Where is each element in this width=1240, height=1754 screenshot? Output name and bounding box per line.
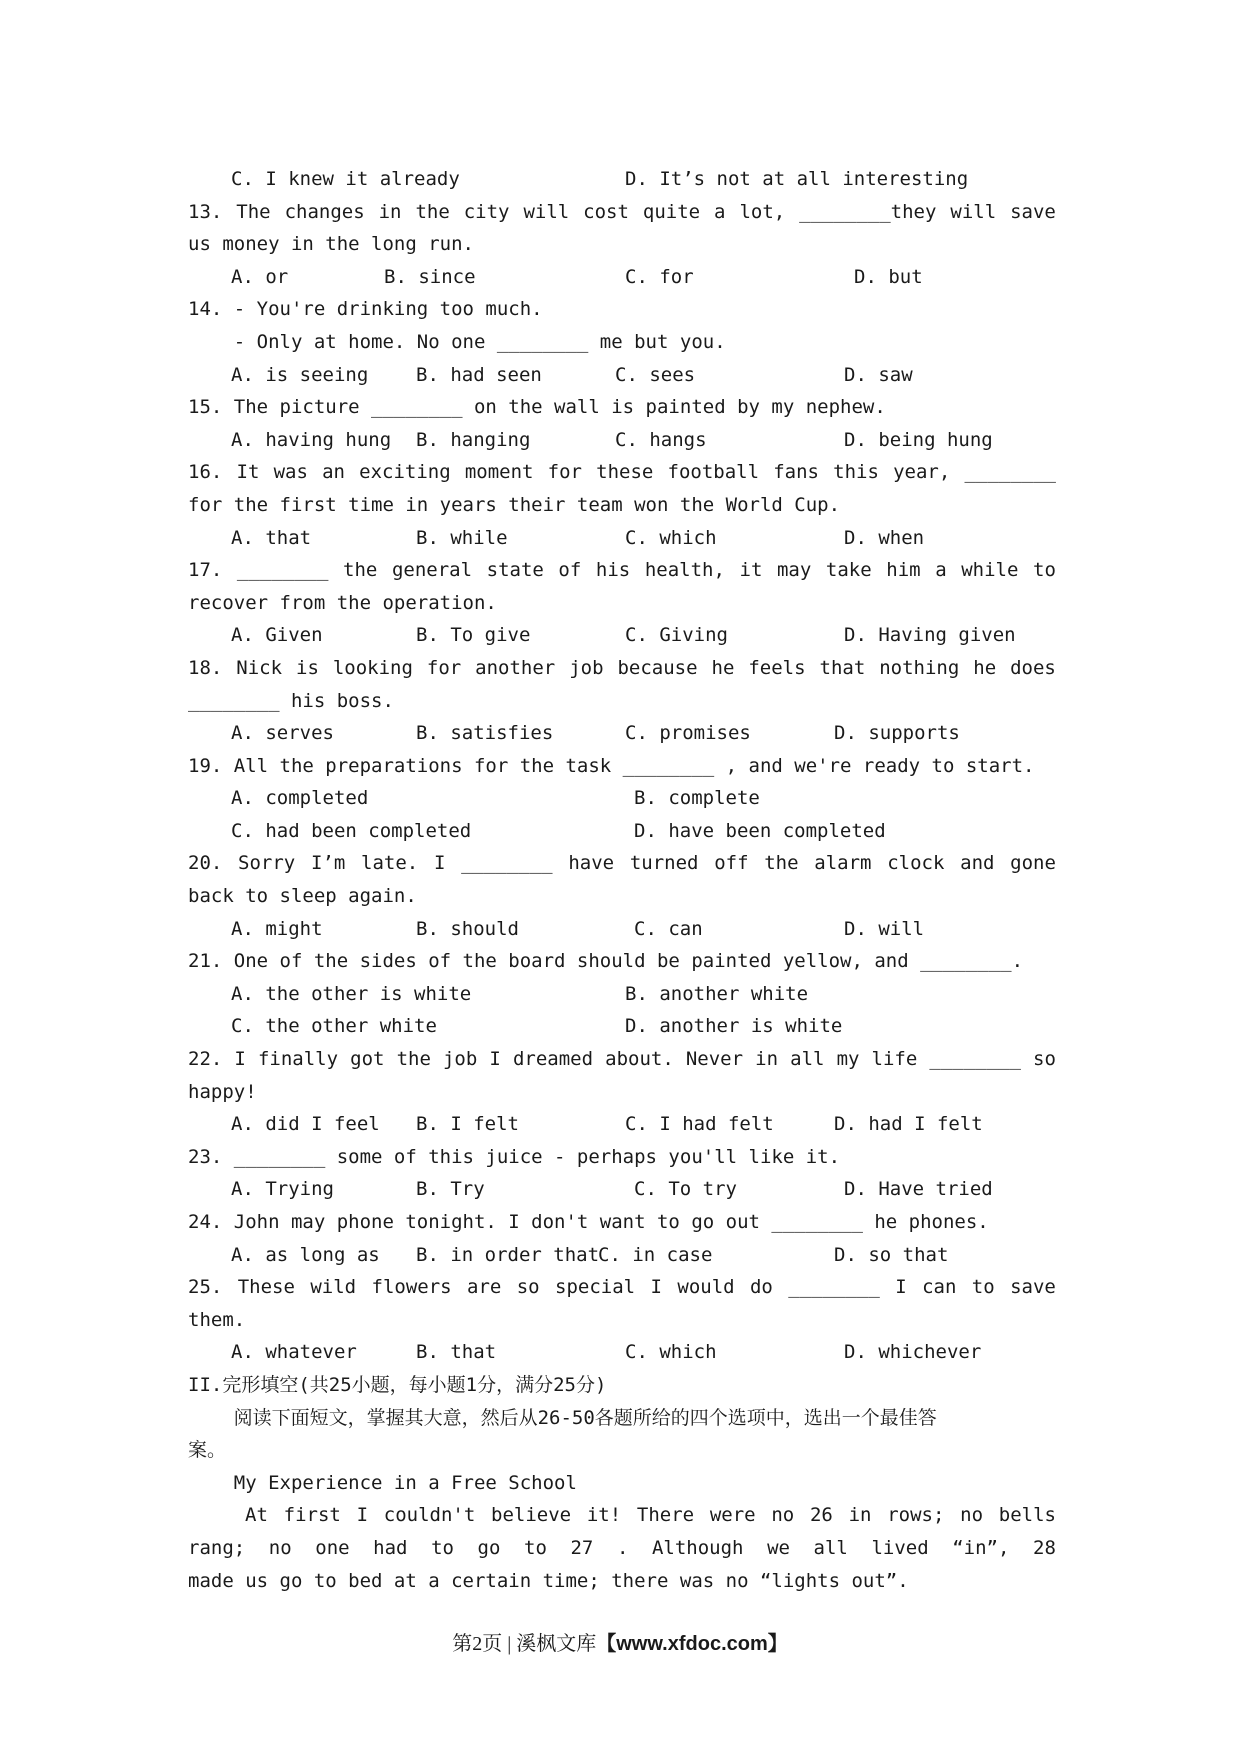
answer-options-row xyxy=(188,261,1056,294)
word: bells xyxy=(998,1504,1056,1527)
word: ________ xyxy=(964,461,1056,484)
word: It xyxy=(236,461,260,484)
answer-option: A. is seeing xyxy=(231,363,369,386)
answer-option: A. serves xyxy=(231,722,334,745)
word: life xyxy=(871,1048,918,1071)
text-line xyxy=(188,1532,1056,1565)
word: about. xyxy=(605,1048,674,1071)
text-line xyxy=(188,1271,1056,1304)
word: is xyxy=(296,656,319,679)
word: The xyxy=(236,200,271,223)
word: exciting xyxy=(359,461,451,484)
word: 22. xyxy=(188,1048,223,1071)
word: 26 xyxy=(809,1504,833,1527)
word: 18. xyxy=(188,656,223,679)
word: in xyxy=(378,200,402,223)
answer-option: D. had I felt xyxy=(834,1113,983,1136)
answer-option: C. promises xyxy=(625,722,751,745)
answer-options-row xyxy=(188,163,1056,196)
answer-option: D. whichever xyxy=(844,1341,982,1364)
word: go xyxy=(477,1536,501,1559)
word: the xyxy=(396,1048,431,1071)
answer-option: A. or xyxy=(231,265,289,288)
word: 28 xyxy=(1033,1536,1056,1559)
word: because xyxy=(617,656,698,679)
word: do xyxy=(749,1276,773,1299)
text-line: them. xyxy=(188,1308,246,1331)
word: so xyxy=(1033,1048,1056,1071)
text-line: 案。 xyxy=(188,1439,227,1462)
text-line: 23. ________ some of this juice - perhaps you'll like it. xyxy=(188,1145,841,1168)
word: city xyxy=(463,200,510,223)
answer-option: D. saw xyxy=(844,363,913,386)
word: feels xyxy=(748,656,806,679)
word: health, xyxy=(644,559,725,582)
word: looking xyxy=(332,656,413,679)
word: fans xyxy=(773,461,819,484)
word: no xyxy=(771,1504,795,1527)
answer-option: C. To try xyxy=(634,1178,737,1201)
answer-option: C. the other white xyxy=(231,1015,437,1038)
word: year, xyxy=(893,461,951,484)
text-line: - Only at home. No one ________ me but you. xyxy=(188,330,726,353)
answer-option: B. satisfies xyxy=(416,722,554,745)
word: that xyxy=(819,656,866,679)
word: football xyxy=(667,461,760,484)
word: will xyxy=(523,200,570,223)
word: 25. xyxy=(188,1276,223,1299)
text-line xyxy=(188,456,1056,489)
answer-option: D. Having given xyxy=(844,624,1016,647)
word: ________ xyxy=(461,852,553,875)
answer-option: B. since xyxy=(384,265,476,288)
text-line xyxy=(188,1499,1056,1532)
word: save xyxy=(1010,200,1056,223)
answer-option: D. It’s not at all interesting xyxy=(625,168,969,190)
word: in xyxy=(755,1048,779,1071)
answer-option: D. Have tried xyxy=(844,1178,993,1201)
word: cost xyxy=(583,200,629,223)
word: Although xyxy=(651,1536,744,1559)
word: I’m xyxy=(310,852,346,875)
word: to xyxy=(524,1536,547,1559)
word: an xyxy=(322,461,345,484)
answer-option: D. but xyxy=(854,265,923,288)
answer-options-row xyxy=(188,1173,1056,1206)
text-line xyxy=(188,554,1056,587)
answer-option: B. should xyxy=(416,917,519,940)
word: “in”, xyxy=(952,1536,1010,1559)
text-line: made us go to bed at a certain time; there was no “lights out”. xyxy=(188,1569,909,1592)
word: to xyxy=(431,1536,454,1559)
word: There xyxy=(636,1504,695,1527)
answer-option: C. sees xyxy=(615,363,696,386)
word: first xyxy=(283,1504,341,1527)
word: the xyxy=(415,200,450,223)
text-line: recover from the operation. xyxy=(188,591,497,614)
answer-option: B. in order that xyxy=(416,1243,600,1266)
text-line: 14. - You're drinking too much. xyxy=(188,298,543,321)
answer-option: A. the other is white xyxy=(231,982,472,1005)
word: had xyxy=(373,1536,408,1559)
answer-option: D. have been completed xyxy=(634,819,886,842)
answer-option: D. being hung xyxy=(844,428,993,451)
text-line xyxy=(188,1402,1056,1435)
word: ________ xyxy=(236,559,329,582)
word: 阅读下面短文，掌握其大意，然后从26-50各题所给的四个选项中，选出一个最佳答 xyxy=(233,1406,937,1429)
word: 20. xyxy=(188,852,223,875)
answer-option: B. hanging xyxy=(416,428,531,451)
answer-option: A. whatever xyxy=(231,1341,357,1364)
answer-options-row xyxy=(188,1239,1056,1272)
footer-page-label: 第2页 | 溪枫文库 xyxy=(452,1633,597,1655)
word: take xyxy=(825,559,872,582)
word: 16. xyxy=(188,461,223,484)
answer-option: A. as long as xyxy=(231,1243,380,1266)
answer-option: A. having hung xyxy=(231,428,392,451)
answer-options-row xyxy=(188,359,1056,392)
word: alarm xyxy=(814,852,872,875)
answer-option: C. for xyxy=(625,265,694,288)
answer-option: C. I had felt xyxy=(625,1113,774,1136)
word: one xyxy=(315,1536,350,1559)
word: nothing xyxy=(879,656,960,679)
answer-options-row xyxy=(188,717,1056,750)
word: . xyxy=(616,1536,629,1559)
answer-option: B. To give xyxy=(416,624,531,647)
word: finally xyxy=(257,1048,339,1071)
text-line: 24. John may phone tonight. I don't want to go out ________ he phones. xyxy=(188,1211,989,1233)
word: to xyxy=(1033,559,1056,582)
word: quite xyxy=(642,200,701,223)
answer-option: C. hangs xyxy=(615,428,707,451)
word: rows; xyxy=(887,1504,945,1527)
word: I xyxy=(356,1504,369,1527)
answer-option: B. had seen xyxy=(416,363,542,386)
answer-option: D. will xyxy=(844,917,925,940)
word: a xyxy=(714,200,726,223)
word: I xyxy=(895,1276,907,1299)
answer-option: B. while xyxy=(416,526,508,549)
word: it xyxy=(739,559,763,582)
answer-options-row xyxy=(188,913,1056,946)
text-line: 15. The picture ________ on the wall is painted by my nephew. xyxy=(188,396,886,419)
word: I xyxy=(489,1048,501,1071)
word: off xyxy=(714,852,749,875)
word: would xyxy=(677,1276,735,1299)
answer-options-row xyxy=(188,815,1056,848)
word: general xyxy=(391,559,473,582)
word: no xyxy=(268,1536,292,1559)
answer-option: A. completed xyxy=(231,787,369,810)
word: were xyxy=(709,1504,756,1527)
word: wild xyxy=(310,1276,357,1299)
word: he xyxy=(973,656,997,679)
word: 13. xyxy=(188,200,223,223)
word: the xyxy=(764,852,799,875)
word: These xyxy=(237,1276,295,1299)
answer-option: D. when xyxy=(844,526,925,549)
answer-options-row xyxy=(188,1336,1056,1369)
word: Never xyxy=(685,1048,744,1071)
text-line xyxy=(188,1043,1056,1076)
word: 17. xyxy=(188,559,223,582)
word: I xyxy=(234,1048,246,1071)
text-line: back to sleep again. xyxy=(188,885,417,908)
word: he xyxy=(711,656,735,679)
answer-option: D. another is white xyxy=(625,1015,843,1038)
answer-option: B. that xyxy=(416,1341,497,1364)
word: couldn't xyxy=(383,1504,476,1527)
word: ________they xyxy=(799,200,937,223)
word: him xyxy=(886,559,921,582)
word: late. xyxy=(361,852,419,875)
answer-option: B. complete xyxy=(634,787,760,810)
text-line: My Experience in a Free School xyxy=(188,1471,577,1494)
word: dreamed xyxy=(512,1048,594,1071)
word: moment xyxy=(464,461,534,484)
answer-option: A. Given xyxy=(231,624,323,647)
word: and xyxy=(960,852,995,875)
answer-option: A. Trying xyxy=(231,1178,334,1201)
word: all xyxy=(790,1048,825,1071)
exam-content xyxy=(188,163,1056,1597)
word: Nick xyxy=(236,656,283,679)
word: save xyxy=(1010,1276,1056,1299)
answer-options-row xyxy=(188,522,1056,555)
word: 27 xyxy=(570,1536,594,1559)
answer-option: D. so that xyxy=(834,1243,949,1266)
word: ________ xyxy=(788,1276,880,1299)
word: these xyxy=(596,461,654,484)
answer-option: A. that xyxy=(231,526,312,549)
answer-options-row xyxy=(188,782,1056,815)
answer-option: C. can xyxy=(634,917,703,940)
answer-option: A. might xyxy=(231,917,323,940)
answer-option: C. in case xyxy=(598,1243,713,1266)
word: may xyxy=(776,559,812,582)
word: another xyxy=(475,656,556,679)
answer-option: B. I felt xyxy=(416,1113,519,1136)
text-line: us money in the long run. xyxy=(188,233,474,256)
word: for xyxy=(426,656,462,679)
word: no xyxy=(960,1504,984,1527)
word: the xyxy=(343,559,378,582)
answer-option: C. which xyxy=(625,1341,717,1364)
word: lot, xyxy=(739,200,786,223)
word: have xyxy=(568,852,615,875)
text-line: ________ his boss. xyxy=(188,689,394,712)
answer-options-row xyxy=(188,978,1056,1011)
word: clock xyxy=(887,852,945,875)
answer-options-row xyxy=(188,424,1056,457)
word: At xyxy=(245,1504,268,1527)
word: rang; xyxy=(188,1536,246,1559)
text-line: for the first time in years their team won the World Cup. xyxy=(188,493,841,516)
word: for xyxy=(547,461,582,484)
page-footer xyxy=(0,1627,1240,1656)
word: Sorry xyxy=(238,852,296,875)
text-line xyxy=(188,652,1056,685)
answer-option: C. had been completed xyxy=(231,819,472,842)
word: state xyxy=(486,559,544,582)
text-line: 21. One of the sides of the board should be painted yellow, and ________. xyxy=(188,950,1024,973)
answer-options-row xyxy=(188,619,1056,652)
word: job xyxy=(442,1048,478,1071)
word: in xyxy=(848,1504,872,1527)
answer-option: C. Giving xyxy=(625,624,728,647)
text-line: 19. All the preparations for the task ________ , and we're ready to start. xyxy=(188,754,1035,777)
word: ________ xyxy=(929,1048,1021,1071)
answer-option: D. supports xyxy=(834,722,960,745)
word: while xyxy=(961,559,1019,582)
word: can xyxy=(922,1276,957,1299)
word: this xyxy=(833,461,879,484)
word: my xyxy=(836,1048,860,1071)
word: we xyxy=(767,1536,790,1559)
word: special xyxy=(555,1276,636,1299)
text-line xyxy=(188,847,1056,880)
word: lived xyxy=(871,1536,929,1559)
word: a xyxy=(935,559,947,582)
word: I xyxy=(433,852,446,875)
word: it! xyxy=(586,1504,622,1527)
word: are xyxy=(467,1276,502,1299)
word: changes xyxy=(284,200,365,223)
word: to xyxy=(971,1276,995,1299)
answer-option: A. did I feel xyxy=(231,1113,380,1136)
footer-site-link[interactable]: 【www.xfdoc.com】 xyxy=(596,1633,788,1655)
text-line: happy! xyxy=(188,1080,257,1103)
word: gone xyxy=(1010,852,1056,875)
answer-options-row xyxy=(188,1010,1056,1043)
word: believe xyxy=(491,1504,572,1527)
answer-options-row xyxy=(188,1108,1056,1141)
word: of xyxy=(558,559,582,582)
answer-option: B. Try xyxy=(416,1178,485,1201)
word: will xyxy=(950,200,997,223)
word: got xyxy=(350,1048,385,1071)
answer-option: B. another white xyxy=(625,982,809,1005)
text-line xyxy=(188,196,1056,229)
word: does xyxy=(1010,656,1056,679)
word: job xyxy=(569,656,604,679)
word: so xyxy=(516,1276,540,1299)
word: all xyxy=(813,1536,848,1559)
answer-option: C. I knew it already xyxy=(231,168,460,190)
word: his xyxy=(595,559,631,582)
word: I xyxy=(650,1276,662,1299)
word: flowers xyxy=(371,1276,452,1299)
word: turned xyxy=(629,852,699,875)
answer-option: C. which xyxy=(625,526,717,549)
word: was xyxy=(273,461,308,484)
text-line: II.完形填空(共25小题，每小题1分，满分25分) xyxy=(188,1373,607,1396)
